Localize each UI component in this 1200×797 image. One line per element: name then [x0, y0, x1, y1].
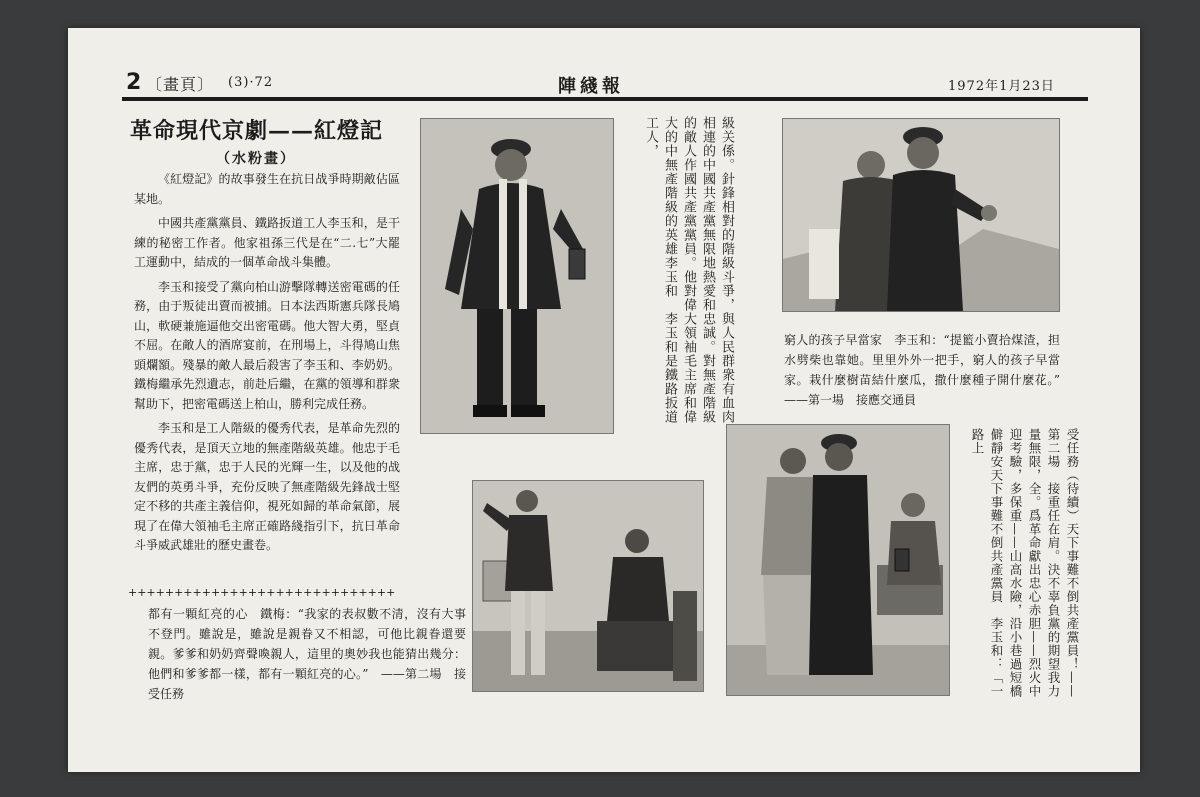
masthead: 陣綫報 [558, 76, 624, 97]
divider: +++++++++++++++++++++++++++++ [128, 586, 396, 599]
caption-top-right: 窮人的孩子早當家 李玉和：“提籃小賣拾煤渣，担水劈柴也靠她。里里外外一把手，窮人的孩子早當家。栽什麼樹苗結什麼瓜，撒什麼種子開什麼花。” ——第一場 接應交通員 [784, 333, 1073, 407]
paragraph: 《紅燈記》的故事發生在抗日战爭時期敵佔區某地。 [134, 172, 400, 206]
photo-three-men [726, 424, 950, 696]
photo-tiemei-granny-image [473, 481, 703, 691]
photo-li-yuhe-lantern-image [421, 119, 613, 433]
vertical-text-right: 受任務（待續）天下事難不倒共產黨員！——第二場 接重任在肩。決不辜負黨的期望我力量無限，全。爲革命獻出忠心赤胆——烈火中迎考驗，多保重——山高水險，沿小巷過短橋僻靜安天下事難不倒共產黨員 李玉和：「一路上 [970, 428, 1080, 698]
paragraph: 李玉和接受了黨向柏山游擊隊轉送密電碼的任務，由于叛徒出賣而被捕。日本法西斯憲兵隊長鳩山，軟硬兼施逼他交出密電碼。他大智大勇，堅貞不屈。在敵人的酒席宴前，在刑場上，斗得鳩山焦頭爛額。殘暴的敵人最后殺害了李玉和、李奶奶。鐵梅繼承先烈遺志，前赴后繼，在黨的領導和群衆幫助下，把密電碼送上柏山，勝利完成任務。 [134, 279, 400, 411]
page-number: 2 [126, 70, 142, 95]
photo-li-yuhe-lantern [420, 118, 614, 434]
section-label: 〔畫頁〕 [146, 75, 215, 94]
photo-tiemei-li-yuhe-image [783, 119, 1059, 311]
photo-three-men-image [727, 425, 949, 695]
issue-label: (3)·72 [228, 75, 274, 90]
issue-date: 1972年1月23日 [948, 79, 1055, 94]
paragraph: 中國共產黨黨員、鐵路扳道工人李玉和，是干練的秘密工作者。他家祖孫三代是在“二.七”大罷工運動中，結成的一個革命战斗集體。 [134, 216, 400, 269]
photo-tiemei-li-yuhe [782, 118, 1060, 312]
article-body [134, 170, 400, 561]
article-subtitle: （水粉畫） [216, 151, 296, 167]
vertical-text-center: 級关係。針鋒相對的階級斗爭，與人民群衆有血肉相連的中國共產黨無限地熱愛和忠誠。對無產階級的敵人作國共產黨黨員。他對偉大領袖毛主席和偉大的中無產階級的英雄李玉和 李玉和是鐵路扳道工人， [643, 116, 734, 424]
photo-tiemei-granny [472, 480, 704, 692]
header-rule [122, 97, 1088, 101]
caption-bottom-left: 都有一顆紅亮的心 鐵梅：“我家的表叔數不清，沒有大事不登門。雖說是，雖說是親眷又不相認，可他比親眷還要親。爹爹和奶奶齊聲喚親人，這里的奧妙我也能猜出幾分：他們和爹爹都一樣，都有一顆紅亮的心。” ——第二場 接受任務 [148, 607, 466, 701]
newspaper-page [68, 28, 1140, 772]
paragraph: 李玉和是工人階級的優秀代表，是革命先烈的優秀代表，是頂天立地的無產階級英雄。他忠于毛主席，忠于黨，忠于人民的光輝一生，以及他的战友們的英勇斗爭，充份反映了無產階級先鋒战士堅定不移的共產主義信仰，視死如歸的革命氣節，展現了在偉大領袖毛主席正確路綫指引下，抗日革命斗爭威武雄壯的歷史畫卷。 [134, 421, 400, 552]
article-title: 革命現代京劇——紅燈記 [130, 118, 384, 144]
